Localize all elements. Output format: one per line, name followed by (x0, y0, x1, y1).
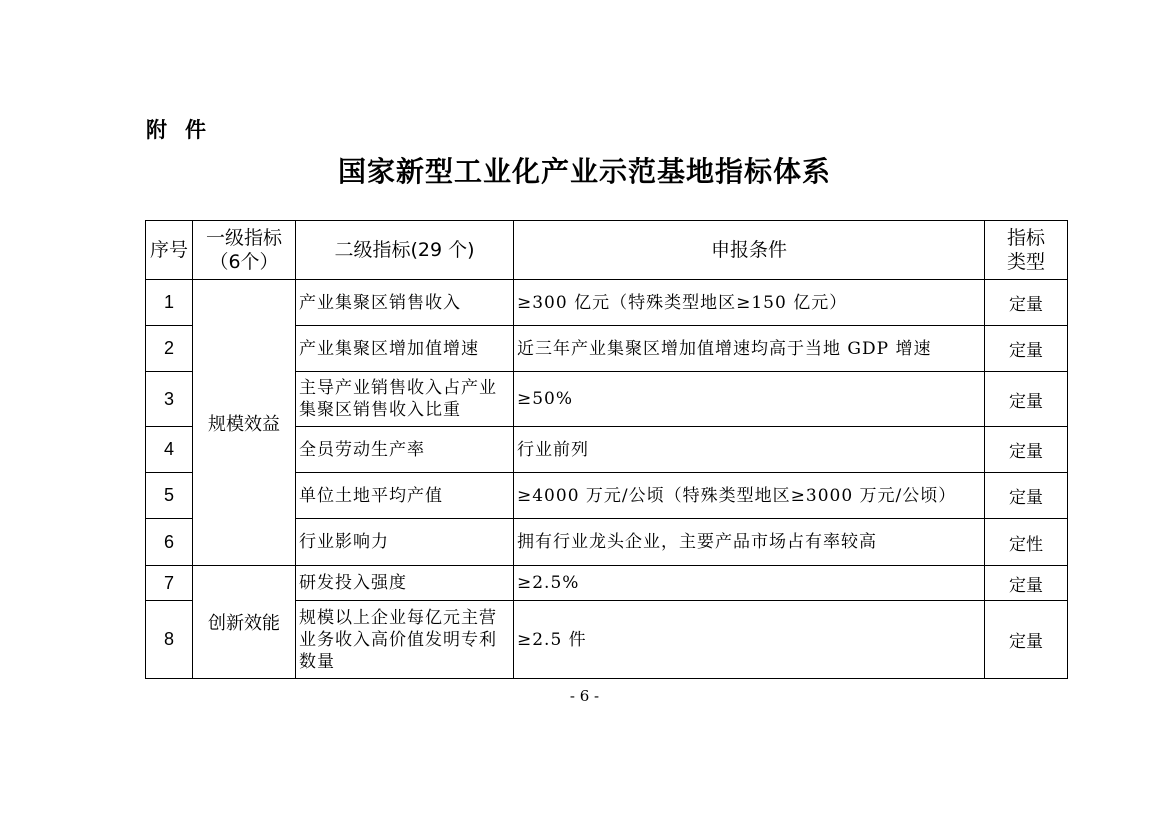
row-type: 定量 (985, 566, 1068, 601)
header-type (985, 221, 1068, 280)
attachment-label: 附件 (146, 118, 224, 142)
header-index: 序号 (146, 221, 193, 280)
row-type: 定量 (985, 280, 1068, 326)
page-number: - 6 - (569, 687, 600, 705)
row-indicator: 行业影响力 (296, 519, 514, 566)
group-name: 规模效益 (193, 280, 296, 566)
row-condition: 拥有行业龙头企业，主要产品市场占有率较高 (514, 519, 985, 566)
row-index: 5 (146, 473, 193, 519)
table-row (146, 566, 1068, 601)
header-condition: 申报条件 (514, 221, 985, 280)
row-index: 1 (146, 280, 193, 326)
row-type: 定量 (985, 601, 1068, 679)
header-level1-text: 一级指标 （6个） (205, 227, 282, 273)
row-condition: 行业前列 (514, 427, 985, 473)
row-index: 4 (146, 427, 193, 473)
row-index: 3 (146, 372, 193, 427)
row-indicator: 产业集聚区销售收入 (296, 280, 514, 326)
row-type: 定性 (985, 519, 1068, 566)
row-type: 定量 (985, 326, 1068, 372)
row-index: 7 (146, 566, 193, 601)
row-indicator: 主导产业销售收入占产业集聚区销售收入比重 (296, 372, 514, 427)
indicator-table (145, 220, 1068, 679)
row-condition: ≥2.5 件 (514, 601, 985, 679)
row-type: 定量 (985, 372, 1068, 427)
header-type-text: 指标 类型 (1006, 227, 1045, 273)
group-name: 创新效能 (193, 566, 296, 679)
row-indicator: 规模以上企业每亿元主营业务收入高价值发明专利数量 (296, 601, 514, 679)
row-condition: ≥300 亿元（特殊类型地区≥150 亿元） (514, 280, 985, 326)
row-condition: 近三年产业集聚区增加值增速均高于当地 GDP 增速 (514, 326, 985, 372)
row-indicator: 产业集聚区增加值增速 (296, 326, 514, 372)
row-index: 6 (146, 519, 193, 566)
row-indicator: 全员劳动生产率 (296, 427, 514, 473)
table-row (146, 280, 1068, 326)
row-type: 定量 (985, 427, 1068, 473)
row-indicator: 单位土地平均产值 (296, 473, 514, 519)
row-index: 8 (146, 601, 193, 679)
row-condition: ≥50% (514, 372, 985, 427)
header-level1 (193, 221, 296, 280)
row-indicator: 研发投入强度 (296, 566, 514, 601)
row-condition: ≥2.5% (514, 566, 985, 601)
page-title: 国家新型工业化产业示范基地指标体系 (337, 155, 831, 188)
row-condition: ≥4000 万元/公顷（特殊类型地区≥3000 万元/公顷） (514, 473, 985, 519)
table-header-row (146, 221, 1068, 280)
header-level2: 二级指标(29 个) (296, 221, 514, 280)
row-type: 定量 (985, 473, 1068, 519)
row-index: 2 (146, 326, 193, 372)
